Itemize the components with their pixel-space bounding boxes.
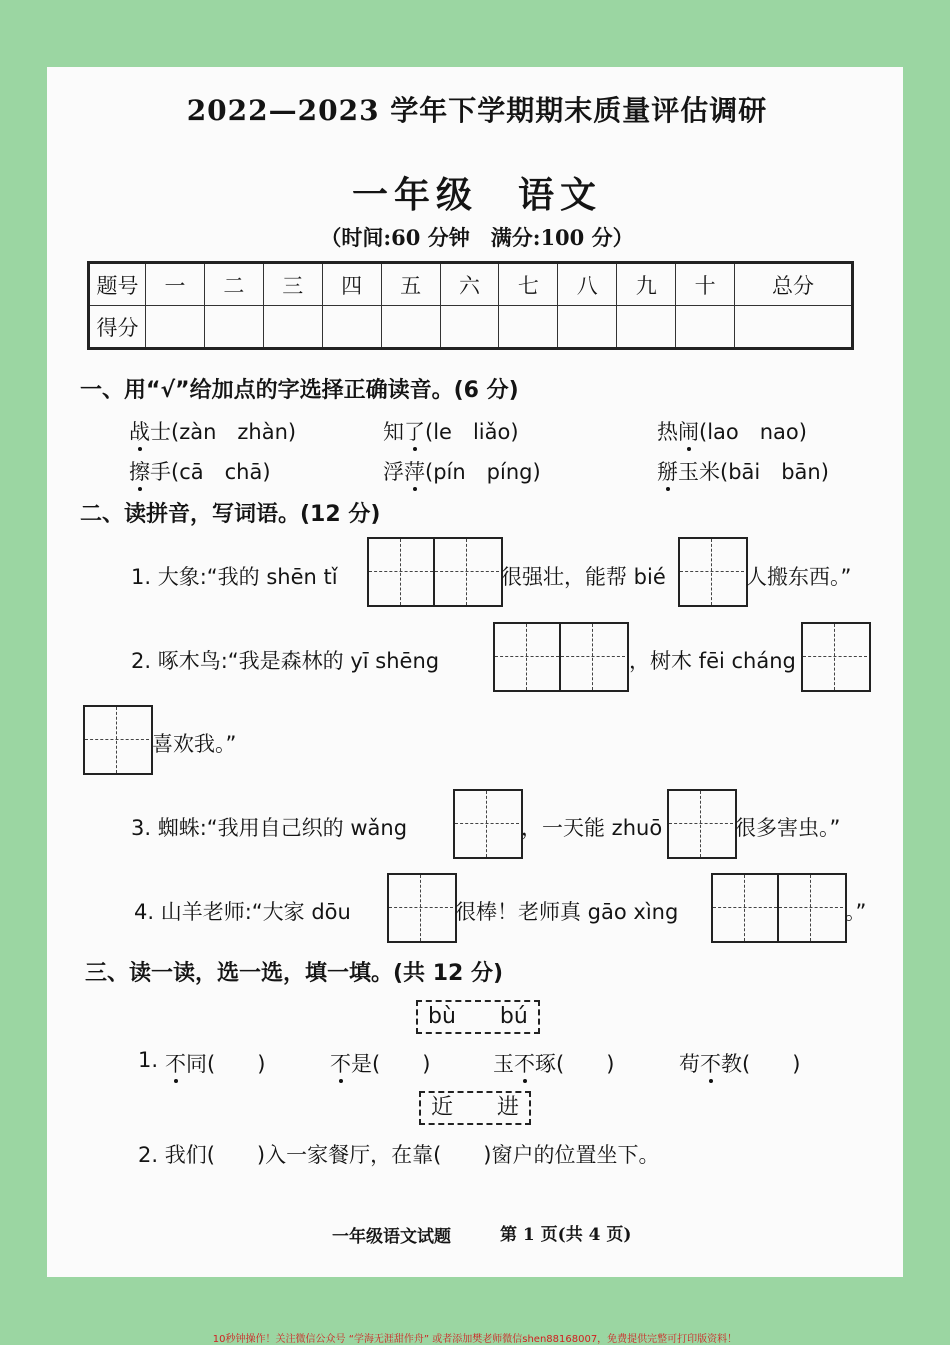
- exam-info: （时间:60 分钟 满分:100 分）: [320, 225, 634, 250]
- word-rest: 热: [657, 420, 678, 444]
- pinyin-options: (lao nao): [699, 420, 807, 444]
- score-cell[interactable]: [322, 306, 381, 349]
- q2-3-text-c: 很多害虫。”: [735, 816, 841, 840]
- word-option-box: 近 进: [419, 1091, 531, 1125]
- dotted-char: 掰: [657, 460, 678, 484]
- pinyin-choice-item[interactable]: [129, 416, 296, 446]
- exam-paper: [47, 67, 903, 1277]
- pinyin-choice-item[interactable]: [129, 456, 271, 486]
- pinyin-options: (le liǎo): [425, 420, 519, 444]
- word-rest: 是( ): [351, 1052, 431, 1076]
- dotted-char: 不: [165, 1052, 186, 1076]
- score-cell[interactable]: [381, 306, 440, 349]
- writing-grid[interactable]: [801, 622, 871, 692]
- writing-grid[interactable]: [387, 873, 457, 943]
- score-cell[interactable]: [263, 306, 322, 349]
- writing-grid[interactable]: [493, 622, 629, 692]
- score-cell[interactable]: [499, 306, 558, 349]
- score-col: 三: [263, 263, 322, 306]
- pinyin-option-box: bù bú: [416, 1000, 540, 1034]
- subject-label: 语文: [518, 174, 603, 216]
- q2-2-text-b: ，树木 fēi cháng: [629, 649, 796, 673]
- q2-4-text-a: 4. 山羊老师:“大家 dōu: [134, 900, 351, 924]
- word-rest: 同( ): [186, 1052, 266, 1076]
- section2-title: 二、读拼音，写词语。(12 分): [80, 502, 381, 527]
- score-cell[interactable]: [146, 306, 205, 349]
- q2-3-text-a: 3. 蜘蛛:“我用自己织的 wǎng: [131, 816, 408, 840]
- section3-title: 三、读一读，选一选，填一填。(共 12 分): [85, 961, 504, 986]
- score-col: 二: [204, 263, 263, 306]
- pinyin-options: (zàn zhàn): [171, 420, 297, 444]
- score-table-row-label: 得分: [89, 306, 146, 349]
- writing-grid[interactable]: [83, 705, 153, 775]
- word-rest: 教( ): [721, 1052, 801, 1076]
- q3-1-item[interactable]: [679, 1048, 800, 1078]
- q3-1-item[interactable]: [493, 1048, 614, 1078]
- word-rest: 手: [150, 460, 171, 484]
- score-col: 七: [499, 263, 558, 306]
- score-col: 一: [146, 263, 205, 306]
- dotted-char: 战: [129, 420, 150, 444]
- score-cell[interactable]: [440, 306, 499, 349]
- word-rest: 知: [383, 420, 404, 444]
- dotted-char: 不: [700, 1052, 721, 1076]
- grade-subject-heading: [277, 167, 677, 218]
- word-rest: 玉米: [678, 460, 720, 484]
- dotted-char: 萍: [404, 460, 425, 484]
- score-cell[interactable]: [617, 306, 676, 349]
- score-table-score-row: [89, 306, 853, 349]
- writing-grid[interactable]: [678, 537, 748, 607]
- score-col: 十: [676, 263, 735, 306]
- writing-grid[interactable]: [367, 537, 503, 607]
- q3-1-item[interactable]: [330, 1048, 430, 1078]
- pinyin-choice-item[interactable]: [383, 456, 541, 486]
- q2-1-text-a: 1. 大象:“我的 shēn tǐ: [131, 565, 338, 589]
- dotted-char: 了: [404, 420, 425, 444]
- footer-page-number: 第 1 页(共 4 页): [500, 1225, 632, 1245]
- score-col-total: 总分: [735, 263, 853, 306]
- pinyin-choice-item[interactable]: [657, 456, 829, 486]
- q2-4-text-b: 很棒！老师真 gāo xìng: [455, 900, 679, 924]
- grade-label: 一年级: [351, 174, 478, 216]
- writing-grid[interactable]: [711, 873, 847, 943]
- pinyin-options: (bāi bān): [720, 460, 829, 484]
- promo-banner: 10秒钟操作！关注微信公众号 “学海无涯甜作舟” 或者添加樊老师微信shen88168007，免费提供完整可打印版资料！: [212, 1334, 738, 1345]
- section1-title: 一、用“√”给加点的字选择正确读音。(6 分): [80, 378, 519, 403]
- score-cell[interactable]: [676, 306, 735, 349]
- pinyin-options: (cā chā): [171, 460, 271, 484]
- dotted-char: 闹: [678, 420, 699, 444]
- dotted-char: 擦: [129, 460, 150, 484]
- score-cell[interactable]: [558, 306, 617, 349]
- q2-4-text-c: 。”: [845, 900, 867, 924]
- score-col: 四: [322, 263, 381, 306]
- pinyin-choice-item[interactable]: [657, 416, 807, 446]
- word-rest: 琢( ): [535, 1052, 615, 1076]
- score-col: 九: [617, 263, 676, 306]
- writing-grid[interactable]: [667, 789, 737, 859]
- score-col: 八: [558, 263, 617, 306]
- q2-3-text-b: ，一天能 zhuō: [521, 816, 663, 840]
- q2-2-text-c: 喜欢我。”: [152, 732, 237, 756]
- q3-1-item[interactable]: [165, 1048, 265, 1078]
- score-cell[interactable]: [204, 306, 263, 349]
- writing-grid[interactable]: [453, 789, 523, 859]
- word-rest: 玉: [493, 1052, 514, 1076]
- pinyin-choice-item[interactable]: [383, 416, 519, 446]
- q2-2-text-a: 2. 啄木鸟:“我是森林的 yī shēng: [131, 649, 440, 673]
- q2-1-text-b: 很强壮，能帮 bié: [501, 565, 666, 589]
- dotted-char: 不: [514, 1052, 535, 1076]
- score-table-header-row: [89, 263, 853, 306]
- score-table-row-label: 题号: [89, 263, 146, 306]
- word-rest: 浮: [383, 460, 404, 484]
- footer-subject: 一年级语文试题: [332, 1227, 451, 1247]
- pinyin-options: (pín píng): [425, 460, 541, 484]
- word-rest: 士: [150, 420, 171, 444]
- q2-1-text-c: 人搬东西。”: [746, 565, 852, 589]
- word-rest: 苟: [679, 1052, 700, 1076]
- q3-1-number: 1.: [138, 1048, 159, 1072]
- score-table: [87, 261, 854, 350]
- score-col: 五: [381, 263, 440, 306]
- dotted-char: 不: [330, 1052, 351, 1076]
- exam-title: 2022—2023 学年下学期期末质量评估调研: [186, 94, 768, 127]
- q3-2-text[interactable]: 2. 我们( )入一家餐厅，在靠( )窗户的位置坐下。: [138, 1143, 660, 1167]
- score-col: 六: [440, 263, 499, 306]
- score-cell[interactable]: [735, 306, 853, 349]
